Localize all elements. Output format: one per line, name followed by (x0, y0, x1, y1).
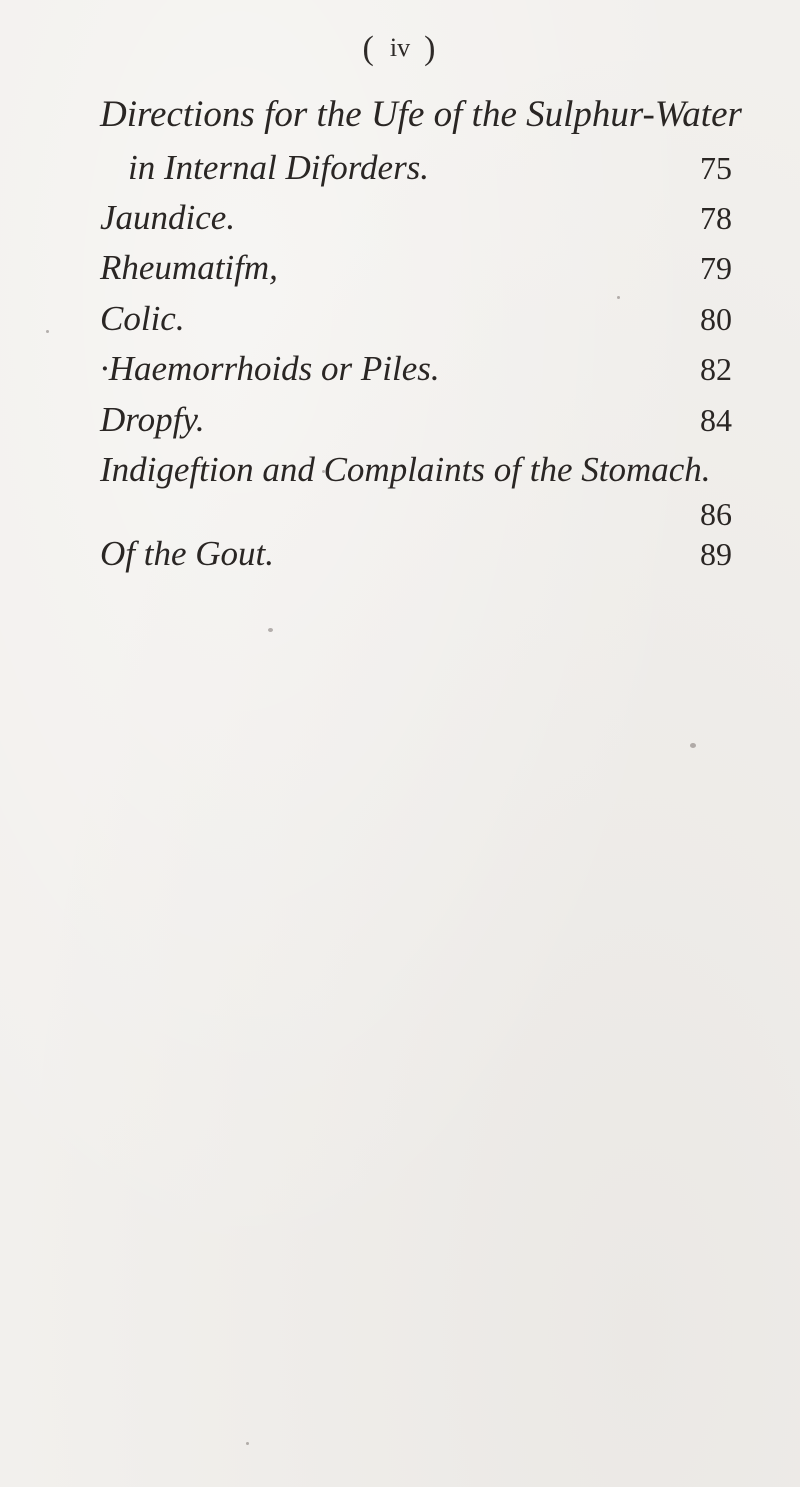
paper-speck (46, 330, 49, 333)
toc-entry-label: ·Haemorrhoids or Piles. (100, 349, 440, 388)
toc-entry-page: 84 (700, 402, 732, 438)
toc-entry-label: in Internal Diforders. (128, 148, 430, 187)
toc-entry-page: 80 (700, 301, 732, 337)
toc-entry-page: 78 (700, 200, 732, 236)
section-heading: Directions for the Ufe of the Sulphur-Water (100, 94, 742, 135)
toc-entry-page: 79 (700, 250, 732, 286)
folio-close-paren: ) (424, 30, 438, 67)
toc-entry-label: Jaundice. (100, 198, 236, 237)
toc-entry-label: Rheumatifm, (100, 248, 278, 287)
folio-open-paren: ( (362, 30, 376, 67)
paper-speck (268, 628, 273, 632)
toc-entry-page: 89 (700, 536, 732, 572)
toc-entry-page: 75 (700, 150, 732, 186)
toc-entry-page: 82 (700, 351, 732, 387)
toc-entry-stomach-page: 86 (700, 496, 732, 532)
toc-entry-stomach-label: Indigeftion and Complaints of the Stomach. (100, 450, 711, 489)
page-folio (0, 30, 800, 68)
toc-entry-label: Of the Gout. (100, 534, 275, 573)
toc-entry-label: Colic. (100, 299, 185, 338)
paper-speck (690, 743, 696, 748)
paper-speck (617, 296, 620, 299)
paper-speck (322, 470, 325, 473)
paper-speck (246, 1442, 249, 1445)
toc-entry-label: Dropfy. (100, 400, 205, 439)
folio-number: iv (389, 33, 411, 62)
